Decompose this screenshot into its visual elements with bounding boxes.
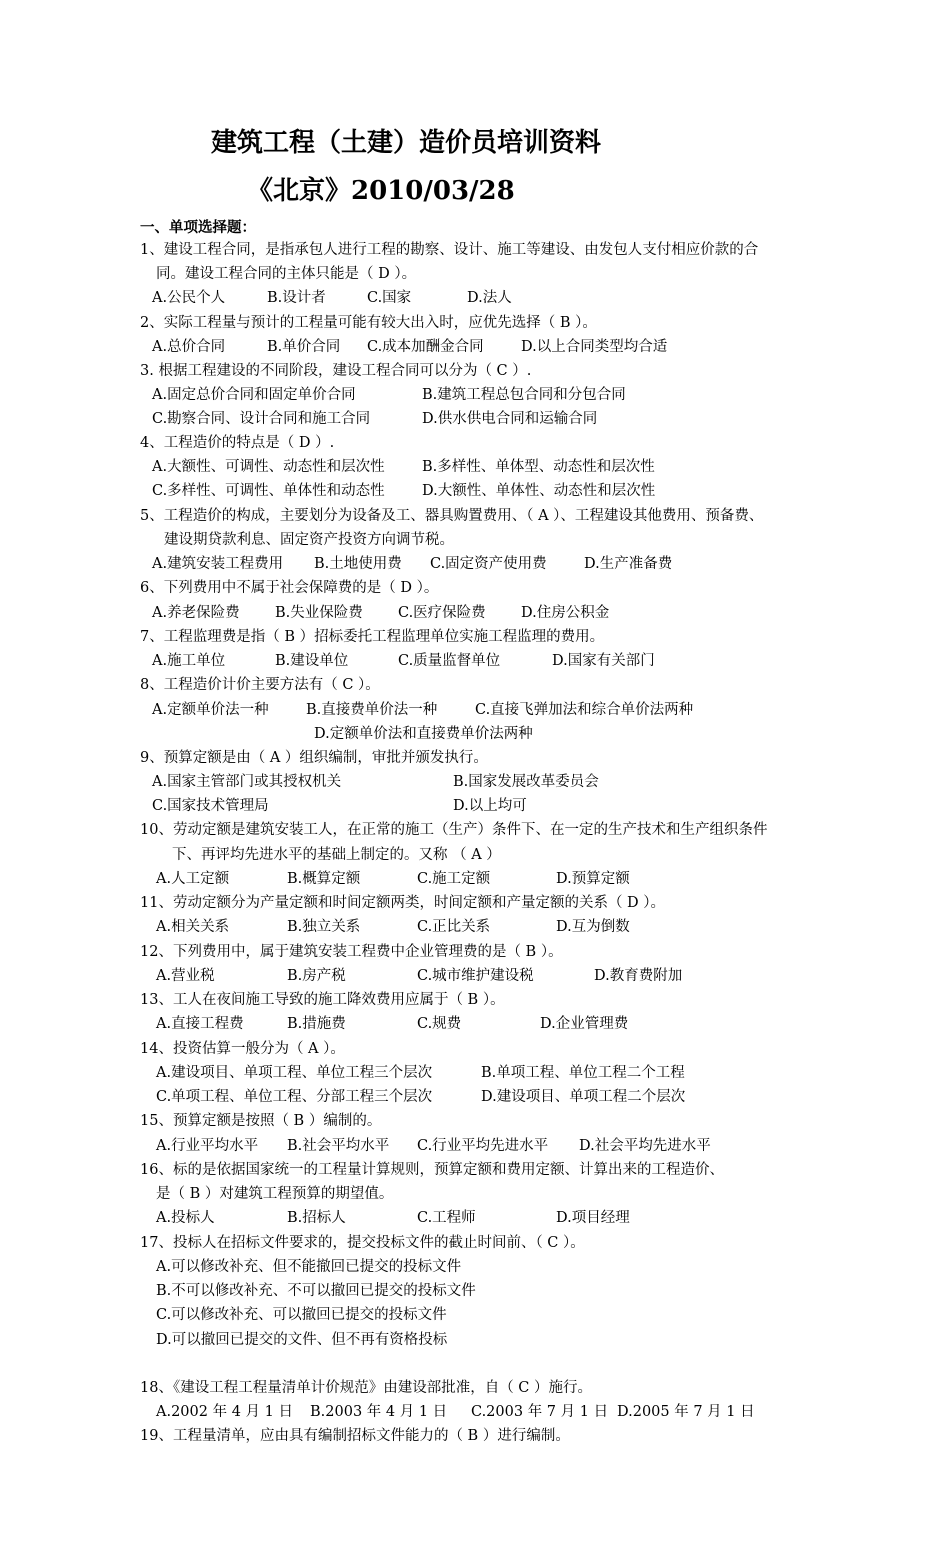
- option-a: A.人工定额: [156, 871, 230, 887]
- option-d: D.建设项目、单项工程二个层次: [481, 1089, 686, 1105]
- option-c: C.行业平均先进水平: [417, 1138, 549, 1154]
- option-a: A.国家主管部门或其授权机关: [152, 774, 342, 790]
- option-a: A.建筑安装工程费用: [152, 556, 284, 572]
- option-b: B.国家发展改革委员会: [453, 774, 599, 790]
- document-subtitle: 《北京》2010/03/28: [247, 176, 515, 206]
- option-a: A.养老保险费: [152, 605, 240, 621]
- option-c: C.医疗保险费: [398, 605, 486, 621]
- option-c: C.国家技术管理局: [152, 798, 269, 814]
- question-3: 3. 根据工程建设的不同阶段，建设工程合同可以分为（ C ）.: [140, 363, 532, 379]
- question-10: 10、劳动定额是建筑安装工人，在正常的施工（生产）条件下、在一定的生产技术和生产组织条件: [140, 822, 768, 838]
- option-b: B.建设单位: [275, 653, 349, 669]
- option-b: B.设计者: [267, 290, 326, 306]
- option-b: B.房产税: [287, 968, 346, 984]
- question-18: 18、《建设工程工程量清单计价规范》由建设部批准，自（ C ）施行。: [140, 1380, 593, 1396]
- option-c: C.国家: [367, 290, 412, 306]
- option-a: A.营业税: [156, 968, 215, 984]
- option-d: D.以上均可: [453, 798, 527, 814]
- question-15: 15、预算定额是按照（ B ）编制的。: [140, 1113, 382, 1129]
- question-1-cont: 同。建设工程合同的主体只能是（ D ）。: [156, 266, 417, 282]
- option-b: B.直接费单价法一种: [306, 702, 438, 718]
- option-a: A.施工单位: [152, 653, 226, 669]
- document-title: 建筑工程（土建）造价员培训资料: [211, 128, 602, 158]
- option-a: A.相关关系: [156, 919, 230, 935]
- option-b: B.2003 年 4 月 1 日: [310, 1404, 448, 1420]
- option-d: D.国家有关部门: [552, 653, 655, 669]
- option-a: A.大额性、可调性、动态性和层次性: [152, 459, 385, 475]
- question-2: 2、实际工程量与预计的工程量可能有较大出入时，应优先选择（ B ）。: [140, 315, 597, 331]
- option-c: C.施工定额: [417, 871, 491, 887]
- option-d: D.预算定额: [556, 871, 630, 887]
- option-a: A.公民个人: [152, 290, 226, 306]
- question-13: 13、工人在夜间施工导致的施工降效费用应属于（ B ）。: [140, 992, 505, 1008]
- option-b: B.概算定额: [287, 871, 361, 887]
- question-17: 17、投标人在招标文件要求的，提交投标文件的截止时间前、（ C ）。: [140, 1235, 585, 1251]
- question-11: 11、劳动定额分为产量定额和时间定额两类，时间定额和产量定额的关系（ D ）。: [140, 895, 666, 911]
- option-d: D.生产准备费: [584, 556, 673, 572]
- question-1: 1、建设工程合同，是指承包人进行工程的勘察、设计、施工等建设、由发包人支付相应价款的合: [140, 242, 759, 258]
- option-d: D.2005 年 7 月 1 日: [617, 1404, 755, 1420]
- question-9: 9、预算定额是由（ A ）组织编制，审批并颁发执行。: [140, 750, 488, 766]
- option-b: B.多样性、单体型、动态性和层次性: [422, 459, 655, 475]
- option-b: B.措施费: [287, 1016, 346, 1032]
- question-12: 12、下列费用中，属于建筑安装工程费中企业管理费的是（ B ）。: [140, 944, 563, 960]
- question-6: 6、下列费用中不属于社会保障费的是（ D ）。: [140, 580, 439, 596]
- question-17-option-c: C.可以修改补充、可以撤回已提交的投标文件: [156, 1307, 447, 1323]
- option-a: A.2002 年 4 月 1 日: [156, 1404, 293, 1420]
- question-5-cont: 建设期贷款利息、固定资产投资方向调节税。: [164, 532, 454, 548]
- option-b: B.建筑工程总包合同和分包合同: [422, 387, 626, 403]
- option-d: D.供水供电合同和运输合同: [422, 411, 598, 427]
- question-14: 14、投资估算一般分为（ A ）。: [140, 1041, 345, 1057]
- option-b: B.土地使用费: [314, 556, 402, 572]
- option-a: A.总价合同: [152, 339, 226, 355]
- option-d: D.以上合同类型均合适: [521, 339, 668, 355]
- question-8-option-d: D.定额单价法和直接费单价法两种: [314, 726, 533, 742]
- section-heading: 一、单项选择题：: [140, 219, 256, 236]
- option-c: C.规费: [417, 1016, 462, 1032]
- option-c: C.勘察合同、设计合同和施工合同: [152, 411, 371, 427]
- option-b: B.社会平均水平: [287, 1138, 390, 1154]
- option-d: D.项目经理: [556, 1210, 630, 1226]
- option-a: A.直接工程费: [156, 1016, 244, 1032]
- option-c: C.质量监督单位: [398, 653, 501, 669]
- question-4: 4、工程造价的特点是（ D ）.: [140, 435, 335, 451]
- option-a: A.建设项目、单项工程、单位工程三个层次: [156, 1065, 433, 1081]
- option-a: A.行业平均水平: [156, 1138, 259, 1154]
- option-d: D.教育费附加: [594, 968, 683, 984]
- option-c: C.多样性、可调性、单体性和动态性: [152, 483, 385, 499]
- option-b: B.失业保险费: [275, 605, 363, 621]
- option-d: D.企业管理费: [540, 1016, 629, 1032]
- option-a: A.定额单价法一种: [152, 702, 269, 718]
- option-d: D.互为倒数: [556, 919, 630, 935]
- option-c: C.直接飞弹加法和综合单价法两种: [475, 702, 694, 718]
- option-b: B.单项工程、单位工程二个工程: [481, 1065, 685, 1081]
- question-7: 7、工程监理费是指（ B ）招标委托工程监理单位实施工程监理的费用。: [140, 629, 605, 645]
- option-c: C.固定资产使用费: [430, 556, 547, 572]
- question-8: 8、工程造价计价主要方法有（ C ）。: [140, 677, 380, 693]
- option-c: C.工程师: [417, 1210, 476, 1226]
- option-d: D.社会平均先进水平: [579, 1138, 711, 1154]
- option-c: C.单项工程、单位工程、分部工程三个层次: [156, 1089, 433, 1105]
- option-c: C.城市维护建设税: [417, 968, 534, 984]
- option-d: D.住房公积金: [521, 605, 610, 621]
- option-a: A.投标人: [156, 1210, 215, 1226]
- question-5: 5、工程造价的构成，主要划分为设备及工、器具购置费用、（ A ）、工程建设其他费用、预备费、: [140, 508, 764, 524]
- option-c: C.正比关系: [417, 919, 491, 935]
- option-c: C.成本加酬金合同: [367, 339, 484, 355]
- question-19: 19、工程量清单，应由具有编制招标文件能力的（ B ）进行编制。: [140, 1428, 570, 1444]
- question-10-cont: 下、再评均先进水平的基础上制定的。又称 （ A ）: [172, 847, 501, 863]
- question-17-option-d: D.可以撤回已提交的文件、但不再有资格投标: [156, 1332, 448, 1348]
- option-b: B.单价合同: [267, 339, 341, 355]
- question-17-option-b: B.不可以修改补充、不可以撤回已提交的投标文件: [156, 1283, 476, 1299]
- question-17-option-a: A.可以修改补充、但不能撤回已提交的投标文件: [156, 1259, 462, 1275]
- question-16: 16、标的是依据国家统一的工程量计算规则，预算定额和费用定额、计算出来的工程造价、: [140, 1162, 724, 1178]
- option-d: D.法人: [467, 290, 512, 306]
- option-c: C.2003 年 7 月 1 日: [471, 1404, 609, 1420]
- question-16-cont: 是（ B ）对建筑工程预算的期望值。: [156, 1186, 394, 1202]
- option-a: A.固定总价合同和固定单价合同: [152, 387, 356, 403]
- option-d: D.大额性、单体性、动态性和层次性: [422, 483, 656, 499]
- option-b: B.独立关系: [287, 919, 361, 935]
- option-b: B.招标人: [287, 1210, 346, 1226]
